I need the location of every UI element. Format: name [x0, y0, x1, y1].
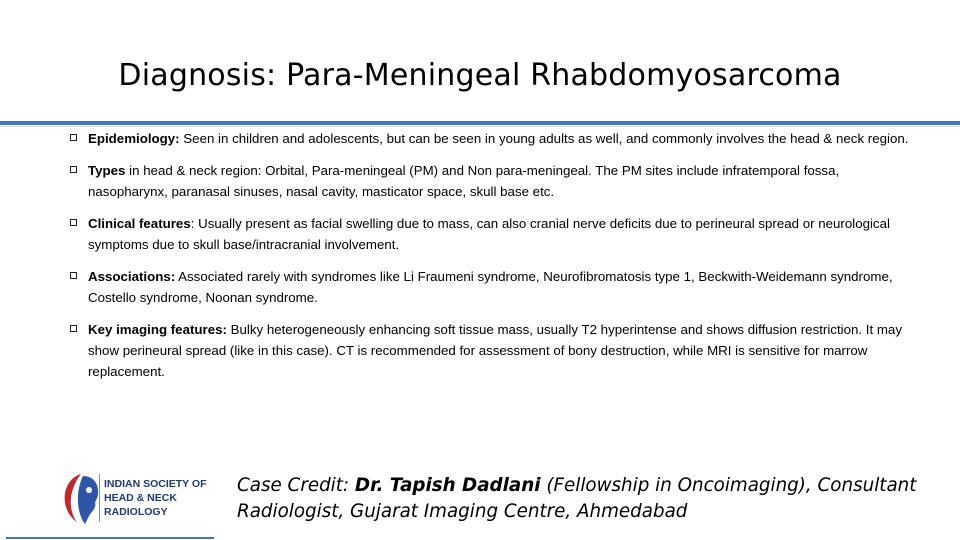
footer-divider	[6, 537, 214, 539]
bullet-item-imaging-features: Key imaging features: Bulky heterogeneously enhancing soft tissue mass, usually T2 hyperintense and shows diffusion restriction. It may show perineural spread (like in this case). CT is recommended for assessment of bony destruction, while MRI is sensitive for marrow replacement.	[70, 319, 910, 382]
logo-line-3: RADIOLOGY	[104, 506, 168, 518]
square-bullet-icon	[70, 134, 77, 141]
title-divider	[0, 121, 960, 125]
logo-divider	[99, 474, 100, 522]
square-bullet-icon	[70, 166, 77, 173]
slide-title: Diagnosis: Para-Meningeal Rhabdomyosarcoma	[118, 58, 842, 93]
logo-blue-head	[78, 476, 98, 524]
logo-dot	[86, 487, 92, 493]
logo-wordmark	[104, 477, 206, 519]
credit-prefix: Case Credit:	[237, 475, 355, 496]
logo-line-1: INDIAN SOCIETY OF	[104, 478, 207, 490]
bullet-item-types: Types in head & neck region: Orbital, Para-meningeal (PM) and Non para-meningeal. The PM sites include infratemporal fossa, nasopharynx, paranasal sinuses, nasal cavity, masticator space, skull base etc.	[70, 160, 910, 202]
bullet-item-clinical-features: Clinical features: Usually present as facial swelling due to mass, can also cranial nerve deficits due to perineural spread or neurological symptoms due to skull base/intracranial involvement.	[70, 213, 910, 255]
title-divider-shadow	[0, 126, 960, 127]
logo-line-2: HEAD & NECK	[104, 492, 177, 504]
credit-details: (Fellowship in Oncoimaging), Consultant Radiologist, Gujarat Imaging Centre, Ahmedabad	[237, 475, 917, 522]
bullet-item-epidemiology: Epidemiology: Seen in children and adolescents, but can be seen in young adults as well, and commonly involves the head & neck region.	[70, 128, 910, 149]
bullet-item-associations: Associations: Associated rarely with syndromes like Li Fraumeni syndrome, Neurofibromatosis type 1, Beckwith-Weidemann syndrome, Costello syndrome, Noonan syndrome.	[70, 266, 910, 308]
credit-author-name: Dr. Tapish Dadlani	[354, 475, 541, 496]
bullet-list	[70, 128, 910, 393]
square-bullet-icon	[70, 272, 77, 279]
square-bullet-icon	[70, 219, 77, 226]
case-credit	[237, 473, 937, 525]
square-bullet-icon	[70, 325, 77, 332]
